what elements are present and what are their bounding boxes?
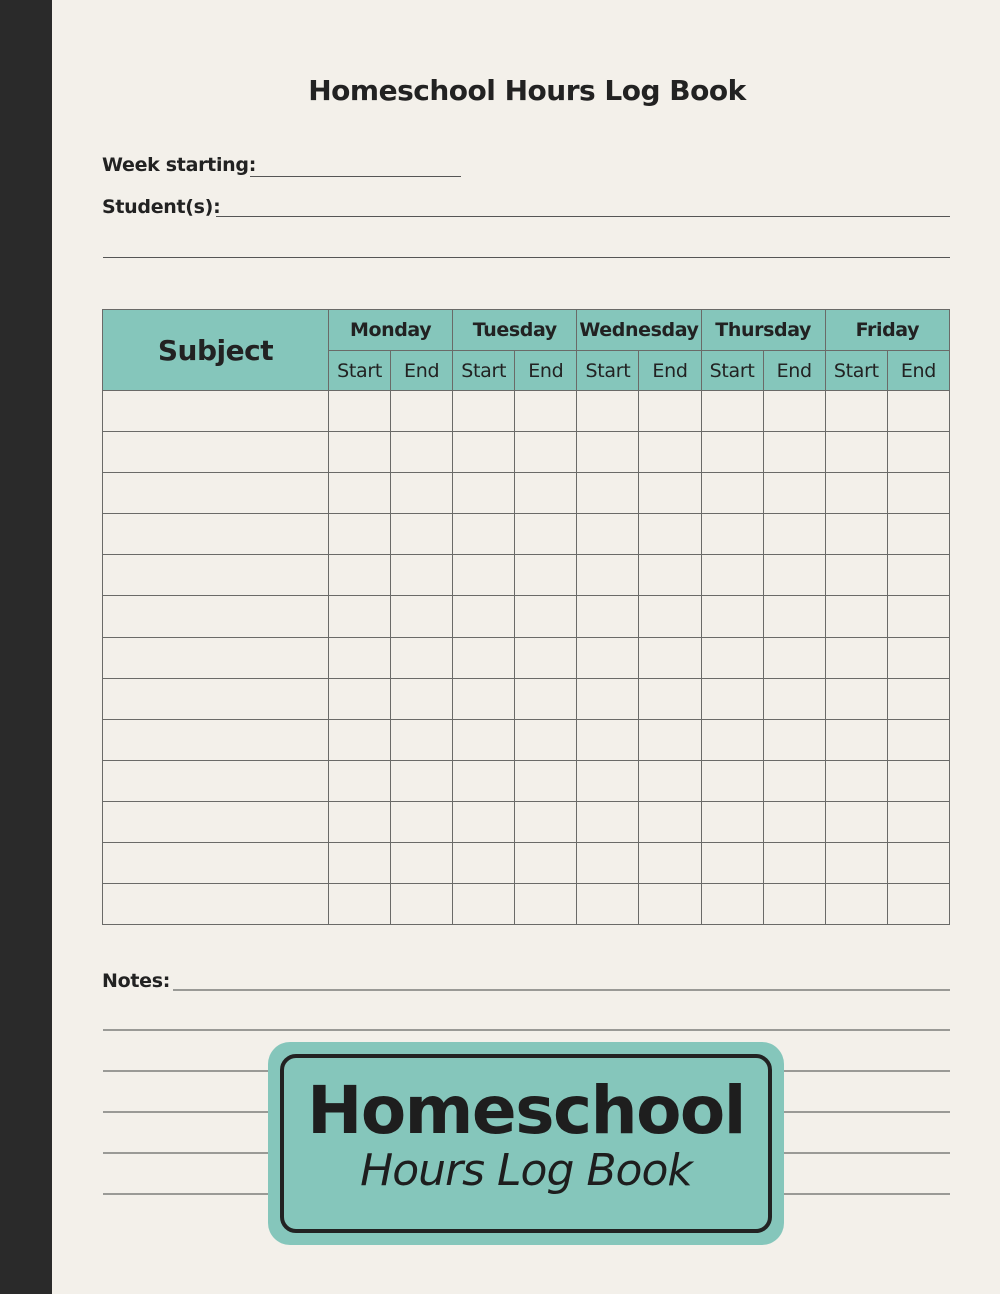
table-row bbox=[103, 843, 950, 884]
table-row bbox=[103, 473, 950, 514]
time-cell[interactable] bbox=[887, 391, 949, 432]
notes-line bbox=[103, 1029, 950, 1031]
notes-line bbox=[173, 989, 950, 991]
table-row bbox=[103, 760, 950, 801]
column-header-end: End bbox=[515, 351, 577, 391]
students-line bbox=[216, 216, 950, 217]
time-cell[interactable] bbox=[329, 555, 391, 596]
time-cell[interactable] bbox=[639, 514, 701, 555]
time-cell[interactable] bbox=[391, 596, 453, 637]
time-cell[interactable] bbox=[825, 884, 887, 925]
time-cell[interactable] bbox=[329, 596, 391, 637]
time-cell[interactable] bbox=[515, 391, 577, 432]
time-cell[interactable] bbox=[701, 637, 763, 678]
time-cell[interactable] bbox=[763, 596, 825, 637]
cover-logo-frame bbox=[280, 1054, 772, 1233]
time-cell[interactable] bbox=[577, 678, 639, 719]
time-cell[interactable] bbox=[391, 678, 453, 719]
time-cell[interactable] bbox=[515, 596, 577, 637]
day-header-wednesday: Wednesday bbox=[577, 310, 701, 351]
day-header-thursday: Thursday bbox=[701, 310, 825, 351]
time-cell[interactable] bbox=[329, 391, 391, 432]
hours-log-table bbox=[102, 309, 950, 925]
time-cell[interactable] bbox=[825, 801, 887, 842]
time-cell[interactable] bbox=[577, 432, 639, 473]
time-cell[interactable] bbox=[825, 760, 887, 801]
time-cell[interactable] bbox=[391, 432, 453, 473]
time-cell[interactable] bbox=[701, 678, 763, 719]
time-cell[interactable] bbox=[701, 391, 763, 432]
time-cell[interactable] bbox=[639, 555, 701, 596]
time-cell[interactable] bbox=[577, 884, 639, 925]
time-cell[interactable] bbox=[763, 555, 825, 596]
subject-cell[interactable] bbox=[103, 555, 329, 596]
column-header-end: End bbox=[639, 351, 701, 391]
subject-cell[interactable] bbox=[103, 432, 329, 473]
book-spine bbox=[0, 0, 52, 1294]
time-cell[interactable] bbox=[825, 514, 887, 555]
subject-cell[interactable] bbox=[103, 760, 329, 801]
subject-cell[interactable] bbox=[103, 843, 329, 884]
time-cell[interactable] bbox=[763, 760, 825, 801]
time-cell[interactable] bbox=[329, 884, 391, 925]
time-cell[interactable] bbox=[639, 391, 701, 432]
time-cell[interactable] bbox=[515, 678, 577, 719]
time-cell[interactable] bbox=[391, 514, 453, 555]
subject-cell[interactable] bbox=[103, 473, 329, 514]
time-cell[interactable] bbox=[515, 555, 577, 596]
subject-cell[interactable] bbox=[103, 391, 329, 432]
logo-sub-text: Hours Log Book bbox=[360, 1145, 692, 1196]
header-row-days bbox=[103, 310, 950, 351]
subject-cell[interactable] bbox=[103, 678, 329, 719]
subject-cell[interactable] bbox=[103, 637, 329, 678]
time-cell[interactable] bbox=[453, 719, 515, 760]
time-cell[interactable] bbox=[763, 432, 825, 473]
time-cell[interactable] bbox=[515, 843, 577, 884]
table-row bbox=[103, 514, 950, 555]
time-cell[interactable] bbox=[453, 760, 515, 801]
time-cell[interactable] bbox=[763, 637, 825, 678]
table-row bbox=[103, 391, 950, 432]
time-cell[interactable] bbox=[639, 719, 701, 760]
table-row bbox=[103, 432, 950, 473]
time-cell[interactable] bbox=[329, 432, 391, 473]
time-cell[interactable] bbox=[329, 473, 391, 514]
time-cell[interactable] bbox=[701, 801, 763, 842]
time-cell[interactable] bbox=[391, 391, 453, 432]
time-cell[interactable] bbox=[453, 678, 515, 719]
time-cell[interactable] bbox=[329, 843, 391, 884]
time-cell[interactable] bbox=[763, 884, 825, 925]
week-starting-label: Week starting: bbox=[102, 154, 257, 176]
time-cell[interactable] bbox=[453, 637, 515, 678]
time-cell[interactable] bbox=[639, 884, 701, 925]
time-cell[interactable] bbox=[887, 760, 949, 801]
time-cell[interactable] bbox=[453, 391, 515, 432]
time-cell[interactable] bbox=[515, 801, 577, 842]
time-cell[interactable] bbox=[887, 637, 949, 678]
time-cell[interactable] bbox=[825, 473, 887, 514]
column-header-start: Start bbox=[701, 351, 763, 391]
time-cell[interactable] bbox=[887, 801, 949, 842]
time-cell[interactable] bbox=[825, 391, 887, 432]
time-cell[interactable] bbox=[887, 473, 949, 514]
time-cell[interactable] bbox=[329, 514, 391, 555]
time-cell[interactable] bbox=[701, 555, 763, 596]
time-cell[interactable] bbox=[763, 678, 825, 719]
subject-header: Subject bbox=[103, 310, 329, 391]
subject-cell[interactable] bbox=[103, 596, 329, 637]
time-cell[interactable] bbox=[577, 760, 639, 801]
time-cell[interactable] bbox=[825, 637, 887, 678]
time-cell[interactable] bbox=[453, 514, 515, 555]
time-cell[interactable] bbox=[887, 596, 949, 637]
notes-label: Notes: bbox=[102, 970, 171, 992]
time-cell[interactable] bbox=[763, 391, 825, 432]
time-cell[interactable] bbox=[639, 678, 701, 719]
column-header-start: Start bbox=[453, 351, 515, 391]
time-cell[interactable] bbox=[577, 514, 639, 555]
time-cell[interactable] bbox=[639, 637, 701, 678]
time-cell[interactable] bbox=[701, 473, 763, 514]
time-cell[interactable] bbox=[453, 432, 515, 473]
subject-cell[interactable] bbox=[103, 719, 329, 760]
time-cell[interactable] bbox=[577, 555, 639, 596]
time-cell[interactable] bbox=[577, 391, 639, 432]
time-cell[interactable] bbox=[763, 473, 825, 514]
time-cell[interactable] bbox=[887, 719, 949, 760]
time-cell[interactable] bbox=[515, 884, 577, 925]
time-cell[interactable] bbox=[453, 884, 515, 925]
time-cell[interactable] bbox=[329, 637, 391, 678]
week-starting-line bbox=[250, 176, 461, 177]
page-title-text: Homeschool Hours Log Book bbox=[308, 74, 746, 107]
time-cell[interactable] bbox=[515, 637, 577, 678]
time-cell[interactable] bbox=[515, 719, 577, 760]
time-cell[interactable] bbox=[391, 473, 453, 514]
day-header-friday: Friday bbox=[825, 310, 949, 351]
time-cell[interactable] bbox=[763, 801, 825, 842]
column-header-start: Start bbox=[577, 351, 639, 391]
column-header-end: End bbox=[763, 351, 825, 391]
table-row bbox=[103, 555, 950, 596]
time-cell[interactable] bbox=[391, 884, 453, 925]
time-cell[interactable] bbox=[391, 555, 453, 596]
time-cell[interactable] bbox=[515, 760, 577, 801]
time-cell[interactable] bbox=[453, 843, 515, 884]
time-cell[interactable] bbox=[639, 843, 701, 884]
time-cell[interactable] bbox=[577, 719, 639, 760]
table-body bbox=[103, 391, 950, 925]
time-cell[interactable] bbox=[453, 473, 515, 514]
subject-cell[interactable] bbox=[103, 514, 329, 555]
time-cell[interactable] bbox=[825, 555, 887, 596]
time-cell[interactable] bbox=[391, 843, 453, 884]
subject-cell[interactable] bbox=[103, 801, 329, 842]
time-cell[interactable] bbox=[701, 843, 763, 884]
table-row bbox=[103, 596, 950, 637]
time-cell[interactable] bbox=[453, 555, 515, 596]
time-cell[interactable] bbox=[701, 760, 763, 801]
time-cell[interactable] bbox=[329, 801, 391, 842]
students-label: Student(s): bbox=[102, 196, 221, 218]
logo-main-text: Homeschool bbox=[307, 1072, 745, 1149]
time-cell[interactable] bbox=[887, 678, 949, 719]
time-cell[interactable] bbox=[453, 596, 515, 637]
time-cell[interactable] bbox=[639, 760, 701, 801]
time-cell[interactable] bbox=[515, 432, 577, 473]
time-cell[interactable] bbox=[577, 843, 639, 884]
time-cell[interactable] bbox=[701, 432, 763, 473]
table-row bbox=[103, 884, 950, 925]
time-cell[interactable] bbox=[887, 514, 949, 555]
students-line-2 bbox=[103, 257, 950, 258]
time-cell[interactable] bbox=[391, 637, 453, 678]
cover-logo bbox=[268, 1042, 784, 1245]
time-cell[interactable] bbox=[577, 596, 639, 637]
time-cell[interactable] bbox=[453, 801, 515, 842]
time-cell[interactable] bbox=[701, 719, 763, 760]
time-cell[interactable] bbox=[887, 843, 949, 884]
column-header-end: End bbox=[887, 351, 949, 391]
time-cell[interactable] bbox=[887, 555, 949, 596]
time-cell[interactable] bbox=[639, 473, 701, 514]
day-header-tuesday: Tuesday bbox=[453, 310, 577, 351]
time-cell[interactable] bbox=[825, 678, 887, 719]
time-cell[interactable] bbox=[763, 843, 825, 884]
time-cell[interactable] bbox=[701, 596, 763, 637]
time-cell[interactable] bbox=[577, 473, 639, 514]
time-cell[interactable] bbox=[763, 719, 825, 760]
time-cell[interactable] bbox=[639, 596, 701, 637]
column-header-start: Start bbox=[825, 351, 887, 391]
time-cell[interactable] bbox=[639, 432, 701, 473]
day-header-monday: Monday bbox=[329, 310, 453, 351]
time-cell[interactable] bbox=[329, 678, 391, 719]
column-header-start: Start bbox=[329, 351, 391, 391]
table-row bbox=[103, 678, 950, 719]
time-cell[interactable] bbox=[329, 760, 391, 801]
column-header-end: End bbox=[391, 351, 453, 391]
time-cell[interactable] bbox=[825, 719, 887, 760]
time-cell[interactable] bbox=[577, 637, 639, 678]
time-cell[interactable] bbox=[391, 719, 453, 760]
page-title bbox=[52, 74, 1000, 107]
time-cell[interactable] bbox=[701, 514, 763, 555]
time-cell[interactable] bbox=[515, 514, 577, 555]
table-row bbox=[103, 801, 950, 842]
time-cell[interactable] bbox=[763, 514, 825, 555]
table-row bbox=[103, 719, 950, 760]
time-cell[interactable] bbox=[329, 719, 391, 760]
time-cell[interactable] bbox=[825, 432, 887, 473]
time-cell[interactable] bbox=[701, 884, 763, 925]
time-cell[interactable] bbox=[887, 884, 949, 925]
time-cell[interactable] bbox=[825, 596, 887, 637]
time-cell[interactable] bbox=[887, 432, 949, 473]
time-cell[interactable] bbox=[391, 801, 453, 842]
table-row bbox=[103, 637, 950, 678]
time-cell[interactable] bbox=[577, 801, 639, 842]
subject-cell[interactable] bbox=[103, 884, 329, 925]
time-cell[interactable] bbox=[639, 801, 701, 842]
time-cell[interactable] bbox=[391, 760, 453, 801]
time-cell[interactable] bbox=[825, 843, 887, 884]
time-cell[interactable] bbox=[515, 473, 577, 514]
